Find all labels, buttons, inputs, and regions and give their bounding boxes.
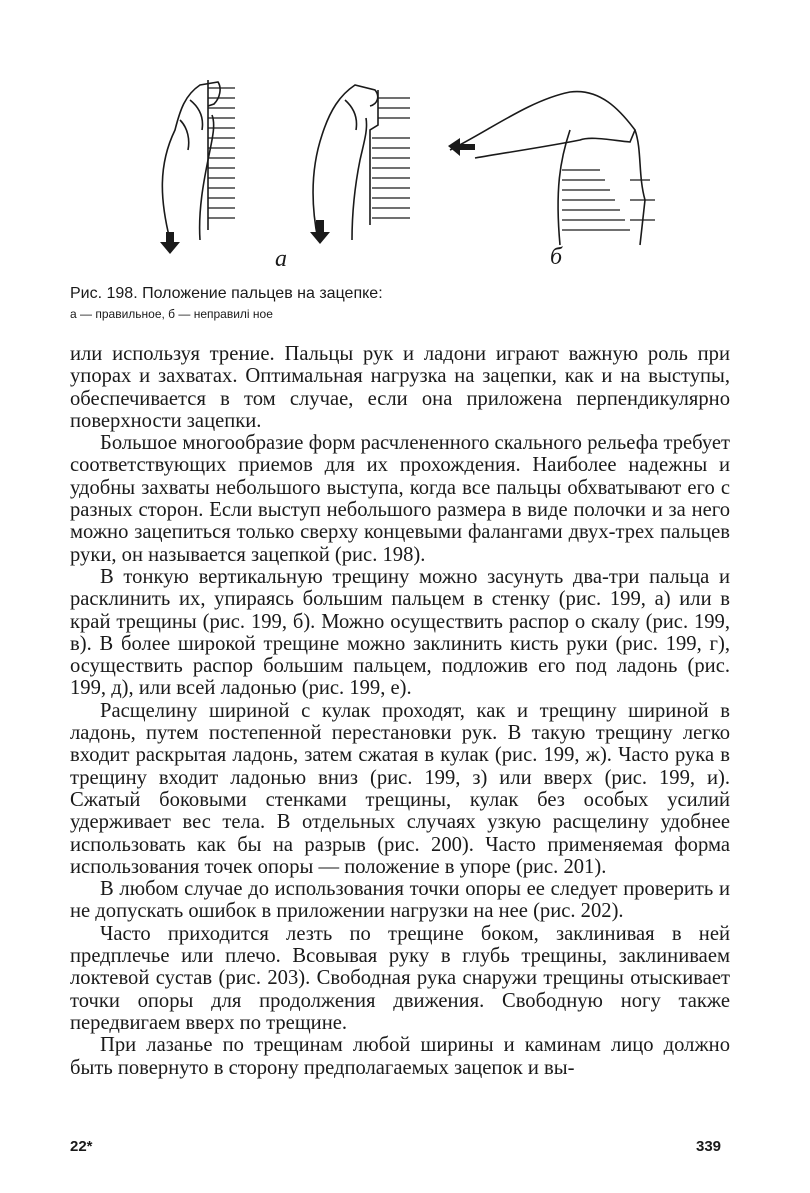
arrow-down-icon (310, 220, 330, 244)
arrow-left-icon (448, 138, 475, 156)
hand-grip-correct-drawing (162, 80, 235, 240)
figure-caption (70, 283, 470, 323)
paragraph: Большое многообразие форм расчлененного скального рельефа требует соответствующих приемов для их прохождения. Наиболее надежны и удобны захваты небольшого выступа, когда все пальцы обхватывают его с разных сторон. Если выступ небольшого размера в виде полочки и за него можно зацепиться только сверху концевыми фалангами двух-трех пальцев руки, он называется зацепкой (рис. 198). (70, 432, 730, 566)
paragraph: В тонкую вертикальную трещину можно засунуть два-три пальца и расклинить их, упираясь большим пальцем в стенку (рис. 199, а) или в край трещины (рис. 199, б). Можно осуществить распор о скалу (рис. 199, в). В более широкой трещине можно заклинить кисть руки (рис. 199, г), осуществить распор большим пальцем, подложив его под ладонь (рис. 199, д), или всей ладонью (рис. 199, е). (70, 565, 730, 700)
arrow-down-icon (160, 232, 180, 254)
hand-horizontal-drawing (450, 92, 655, 245)
paragraph: При лазанье по трещинам любой ширины и каминам лицо должно быть повернуто в сторону предполагаемых зацепок и вы- (70, 1034, 730, 1079)
figure-label-b: б (550, 244, 563, 270)
page-number: 339 (696, 1138, 722, 1155)
hand-grip-illustration (130, 70, 690, 275)
paragraph: Часто приходится лезть по трещине боком, заклинивая в ней предплечье или плечо. Всовывая руку в глубь трещины, заклиниваем локтевой сустав (рис. 203). Свободная рука снаружи трещины отыскивает точки опоры для продолжения движения. Свободную ногу также передвигаем вверх по трещине. (70, 922, 730, 1034)
figure-198 (130, 70, 690, 275)
caption-subtitle: а — правильное, б — неправилі ное (70, 307, 273, 321)
caption-title: Рис. 198. Положение пальцев на зацепке: (70, 285, 383, 302)
hand-grip-incorrect-drawing (313, 85, 410, 240)
body-text (70, 343, 730, 1079)
paragraph: или используя трение. Пальцы рук и ладони играют важную роль при упорах и захватах. Оптимальная нагрузка на зацепки, как и на выступы, обеспечивается в том случае, если она приложена перпендикулярно поверхности зацепки. (70, 343, 730, 432)
paragraph: В любом случае до использования точки опоры ее следует проверить и не допускать ошибок в приложении нагрузки на нее (рис. 202). (70, 878, 730, 923)
signature-mark: 22* (70, 1138, 93, 1155)
paragraph: Расщелину шириной с кулак проходят, как и трещину шириной в ладонь, путем постепенной перестановки рук. В такую трещину легко входит раскрытая ладонь, затем сжатая в кулак (рис. 199, ж). Часто рука в трещину входит ладонью вниз (рис. 199, з) или вверх (рис. 199, и). Сжатый боковыми стенками трещины, кулак без особых усилий удерживает вес тела. В отдельных случаях узкую расщелину удобнее использовать как бы на разрыв (рис. 200). Часто применяемая форма использования точек опоры — положение в упоре (рис. 201). (70, 699, 730, 878)
figure-label-a: а (275, 246, 287, 272)
